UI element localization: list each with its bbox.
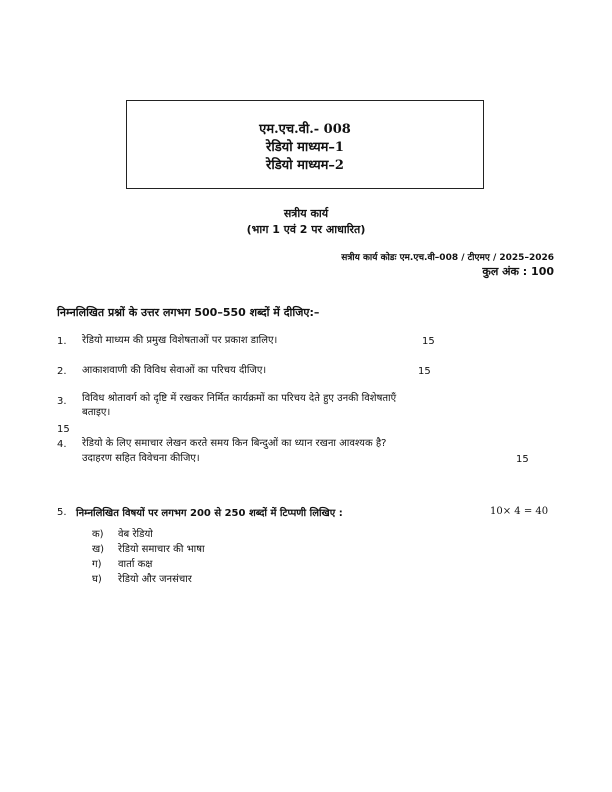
question-marks: 10× 4 = 40 (490, 506, 549, 517)
sub-item-text: वार्ता कक्ष (118, 559, 153, 570)
sub-item-letter: ग) (92, 559, 102, 570)
question-text: बताइए। (82, 407, 111, 418)
question-number: 4. (57, 439, 67, 450)
question-text: आकाशवाणी की विविध सेवाओं का परिचय दीजिए। (82, 365, 267, 376)
sub-item-text: रेडियो समाचार की भाषा (118, 544, 205, 555)
sub-item-letter: घ) (92, 574, 102, 585)
section1-heading: निम्नलिखित प्रश्नों के उत्तर लगभग 500–550 शब्दों में दीजिए:– (57, 306, 320, 319)
assignment-code: सत्रीय कार्य कोडः एम.एच.वी–008 / टीएमए / 2025–2026 (341, 253, 554, 263)
assignment-title: सत्रीय कार्य (283, 207, 329, 220)
sub-item-text: वेब रेडियो (118, 529, 153, 540)
question-text: रेडियो के लिए समाचार लेखन करते समय किन बिन्दुओं का ध्यान रखना आवश्यक है? (82, 438, 387, 449)
question-number: 3. (57, 396, 67, 407)
question-number: 2. (57, 366, 67, 377)
question-marks: 15 (57, 424, 70, 435)
course-title-2: रेडियो माध्यम–2 (266, 158, 344, 173)
question-marks: 15 (422, 336, 435, 347)
question-text: उदाहरण सहित विवेचना कीजिए। (82, 453, 200, 464)
question-number: 1. (57, 336, 67, 347)
question-text: विविध श्रोतावर्ग को दृष्टि में रखकर निर्मित कार्यक्रमों का परिचय देते हुए उनकी विशेषताएँ (82, 393, 397, 404)
question-marks: 15 (418, 366, 431, 377)
question-number: 5. (57, 507, 67, 518)
course-code: एम.एच.वी.- 008 (259, 122, 351, 137)
sub-item-letter: ख) (92, 544, 105, 555)
sub-item-text: रेडियो और जनसंचार (118, 574, 192, 585)
total-marks: कुल अंक : 100 (482, 265, 554, 278)
question-text: रेडियो माध्यम की प्रमुख विशेषताओं पर प्रकाश डालिए। (82, 335, 278, 346)
question-marks: 15 (516, 454, 529, 465)
assignment-subtitle: (भाग 1 एवं 2 पर आधारित) (246, 223, 366, 236)
course-title-1: रेडियो माध्यम–1 (266, 140, 344, 155)
question-text: निम्नलिखित विषयों पर लगभग 200 से 250 शब्दों में टिप्पणी लिखिए : (76, 508, 343, 519)
course-title-box (126, 100, 484, 189)
sub-item-letter: क) (92, 529, 104, 540)
